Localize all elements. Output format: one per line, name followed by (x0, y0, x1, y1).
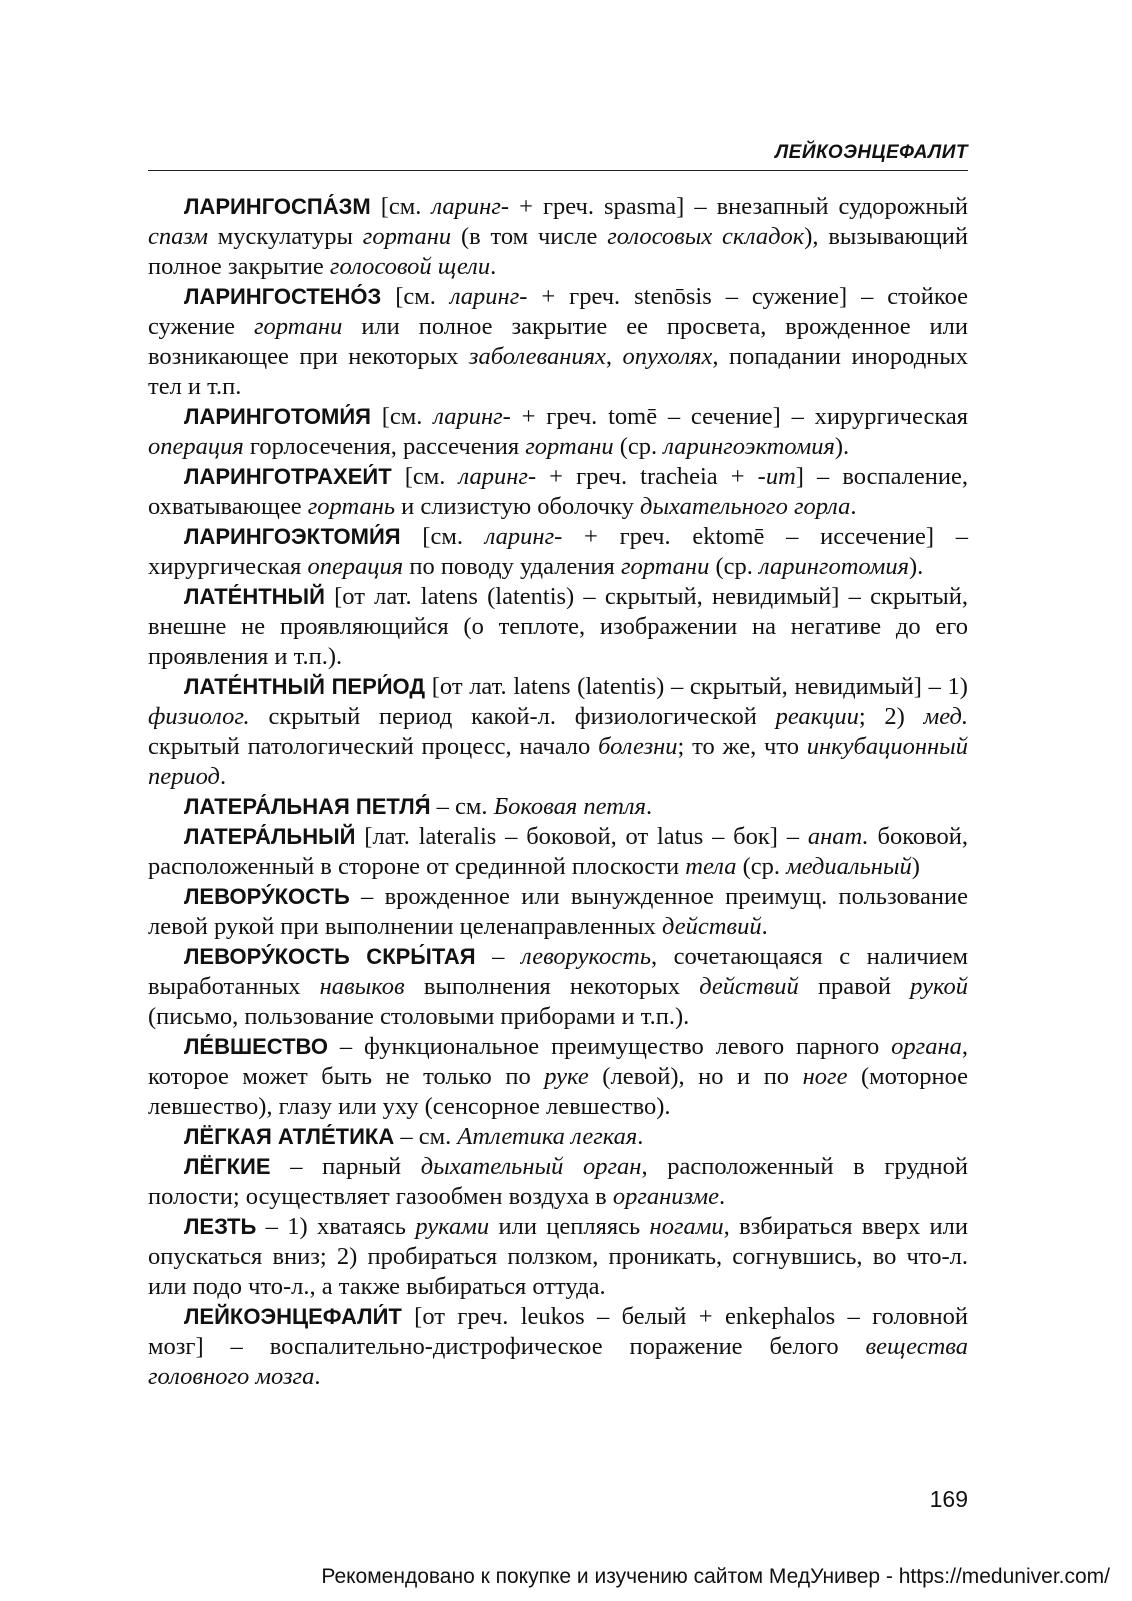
entry-text: (в том числе (451, 223, 608, 250)
dictionary-entry (148, 582, 968, 672)
entry-italic-text: Боковая петля (493, 793, 646, 820)
entry-text: . (850, 493, 857, 520)
dictionary-entry (148, 1032, 968, 1122)
entry-italic-text: ларингоэктомия (663, 433, 835, 460)
running-head-title: ЛЕЙКОЭНЦЕФАЛИТ (775, 142, 968, 163)
entry-italic-text: анат. (807, 823, 869, 850)
entry-headword: ЛЁГКИЕ (184, 1154, 271, 1179)
entry-text: (письмо, пользование столовыми приборами и т.п.). (148, 1003, 690, 1030)
entry-text: [см. (370, 193, 432, 220)
entry-text: . (314, 1363, 321, 1390)
entry-text: (ср. (613, 433, 664, 460)
dictionary-entry (148, 192, 968, 282)
entry-italic-text: ларинг- (449, 283, 528, 310)
entry-italic-text: медиальный (786, 853, 912, 880)
entry-text: – см. (394, 1123, 458, 1150)
entry-headword: ЛАРИНГОСТЕНО́З (184, 284, 382, 309)
entry-headword: ЛАРИНГОТОМИ́Я (184, 404, 371, 429)
entry-italic-text: ларинг- (433, 403, 511, 430)
entry-text: , расположенный в грудной полости; осуществляет газообмен воздуха в (148, 1153, 968, 1210)
entry-headword: ЛЕЗТЬ (184, 1214, 257, 1239)
entry-text: горлосечения, рассечения (243, 433, 526, 460)
entry-text: и слизистую оболочку (395, 493, 641, 520)
entry-italic-text: леворукость (520, 943, 651, 970)
dictionary-entries (148, 192, 968, 1392)
entry-italic-text: болезни (598, 733, 678, 760)
entry-text: – парный (270, 1153, 421, 1180)
entry-headword: ЛЕЙКОЭНЦЕФАЛИ́Т (184, 1304, 402, 1329)
dictionary-entry (148, 462, 968, 522)
dictionary-entry (148, 522, 968, 582)
entry-text: . (637, 1123, 644, 1150)
entry-italic-text: руками (415, 1213, 490, 1240)
entry-text: по поводу удаления (403, 553, 621, 580)
entry-italic-text: спазм (148, 223, 208, 250)
entry-text: мускулатуры (207, 223, 363, 250)
entry-text: ] – воспаление, охватывающее (148, 463, 968, 520)
entry-text: , которое может быть не только по (148, 1033, 968, 1090)
footer-note: Рекомендовано к покупке и изучению сайтом МедУнивер - https://meduniver.com/ (321, 1565, 1110, 1588)
entry-text: (левой), но и по (588, 1063, 803, 1090)
entry-italic-text: навыков (319, 973, 405, 1000)
entry-italic-text: действий (662, 913, 762, 940)
entry-headword: ЛАТЕ́НТНЫЙ (184, 584, 325, 609)
entry-italic-text: ларинг- (431, 193, 510, 220)
entry-italic-text: дыхательного горла (640, 493, 851, 520)
dictionary-entry (148, 1302, 968, 1392)
entry-text: или цепляясь (489, 1213, 650, 1240)
dictionary-entry (148, 822, 968, 882)
entry-italic-text: действий (699, 973, 799, 1000)
entry-text: , (605, 343, 623, 370)
entry-headword: ЛАТЕРА́ЛЬНАЯ ПЕТЛЯ́ (184, 794, 431, 819)
entry-text: [см. (391, 463, 459, 490)
entry-text: – см. (430, 793, 494, 820)
entry-italic-text: гортани (254, 313, 343, 340)
entry-italic-text: заболеваниях (468, 343, 606, 370)
entry-text: + греч. ektomē – иссечение] – хирургическая (148, 523, 968, 580)
entry-text: выполнения некоторых (404, 973, 700, 1000)
entry-italic-text: Атлетика легкая (457, 1123, 638, 1150)
entry-text: – функциональное преимущество левого парного (328, 1033, 892, 1060)
entry-text: – 1) хватаясь (256, 1213, 416, 1240)
entry-text: боковой, расположенный в стороне от срединной плоскости (148, 823, 968, 880)
entry-text: + греч. tracheia + (536, 463, 758, 490)
dictionary-entry (148, 1122, 968, 1152)
dictionary-entry (148, 942, 968, 1032)
entry-text: . (718, 1183, 726, 1210)
entry-headword: ЛАРИНГОТРАХЕИ́Т (184, 464, 392, 489)
entry-italic-text: дыхательный орган (420, 1153, 642, 1180)
entry-italic-text: ларинг- (484, 523, 563, 550)
entry-italic-text: мед. (923, 703, 968, 730)
entry-headword: ЛЕВОРУ́КОСТЬ СКРЫ́ТАЯ (184, 944, 476, 969)
entry-text: , попадании инородных тел и т.п. (148, 343, 969, 400)
entry-text: ). (909, 553, 924, 580)
entry-text: (ср. (736, 853, 787, 880)
entry-text: + греч. stenōsis – сужение] – стойкое сужение (148, 283, 968, 340)
dictionary-entry (148, 882, 968, 942)
entry-italic-text: ноге (802, 1063, 848, 1090)
entry-headword: ЛАРИНГОЭКТОМИ́Я (184, 524, 401, 549)
entry-italic-text: операция (307, 553, 404, 580)
entry-italic-text: ларинготомия (759, 553, 909, 580)
entry-italic-text: рукой (910, 973, 969, 1000)
entry-text: , сочетающаяся с наличием выработанных (148, 943, 969, 1000)
entry-text: правой (798, 973, 911, 1000)
entry-text: . (645, 793, 653, 820)
entry-italic-text: физиолог. (148, 703, 250, 730)
entry-text: или полное закрытие ее просвета, врожденное или возникающее при некоторых (148, 313, 969, 370)
entry-text: – врожденное или вынужденное преимущ. пользование левой рукой при выполнении целенаправленных (148, 883, 968, 940)
entry-text: ), вызывающий полное закрытие (148, 223, 969, 280)
entry-text: – (475, 943, 521, 970)
entry-italic-text: голосовой щели (329, 253, 491, 280)
entry-text: , взбираться вверх или опускаться вниз; 2) пробираться ползком, проникать, согнувшись, во что-л. или подо что-л., а также выбираться оттуда. (148, 1213, 968, 1300)
entry-headword: ЛЕВОРУ́КОСТЬ (184, 884, 350, 909)
dictionary-entry (148, 672, 968, 792)
entry-italic-text: гортани (362, 223, 452, 250)
entry-italic-text: опухолях (622, 343, 713, 370)
entry-italic-text: руке (544, 1063, 589, 1090)
entry-italic-text: организме (612, 1183, 719, 1210)
entry-text: . (219, 763, 227, 790)
entry-text: + греч. spasma] – внезапный судорожный (509, 193, 968, 220)
entry-italic-text: ногами (649, 1213, 724, 1240)
running-head (148, 140, 968, 171)
dictionary-entry (148, 1212, 968, 1302)
entry-text: (моторное левшество), глазу или уху (сенсорное левшество). (148, 1063, 969, 1120)
entry-text: ; то же, что (677, 733, 807, 760)
entry-italic-text: -ит (757, 463, 796, 490)
entry-italic-text: ларинг- (458, 463, 537, 490)
entry-headword: ЛАРИНГОСПА́ЗМ (184, 194, 371, 219)
page-number: 169 (929, 1486, 968, 1512)
entry-italic-text: гортани (525, 433, 614, 460)
entry-italic-text: реакции (775, 703, 859, 730)
entry-italic-text: инкубационный период (148, 733, 968, 790)
entry-italic-text: операция (148, 433, 244, 460)
entry-text: ) (911, 853, 920, 880)
entry-italic-text: тела (685, 853, 737, 880)
entry-text: . (490, 253, 497, 280)
entry-text: [от лат. latens (latentis) – скрытый, невидимый] – скрытый, внешне не проявляющийся (о теплоте, изображении на негативе до его проявления и т.п.). (148, 583, 968, 670)
entry-text: ; 2) (858, 703, 924, 730)
entry-headword: ЛАТЕ́НТНЫЙ ПЕРИ́ОД (184, 674, 426, 699)
entry-text: [см. (370, 403, 434, 430)
dictionary-entry (148, 792, 968, 822)
entry-text: [от греч. leukos – белый + enkephalos – головной мозг] – воспалительно-дистрофическое поражение белого (148, 1303, 968, 1360)
entry-italic-text: голосовых складок (607, 223, 805, 250)
dictionary-entry (148, 1152, 968, 1212)
entry-headword: ЛЕ́ВШЕСТВО (184, 1034, 329, 1059)
entry-headword: ЛЁГКАЯ АТЛЕ́ТИКА (184, 1124, 395, 1149)
entry-text: + греч. tomē – сечение] – хирургическая (510, 403, 968, 430)
entry-text: скрытый патологический процесс, начало (148, 733, 599, 760)
entry-text: [см. (400, 523, 485, 550)
entry-text: [лат. lateralis – боковой, от latus – бок] – (355, 823, 808, 850)
entry-text: . (761, 913, 768, 940)
entry-italic-text: органа (891, 1033, 962, 1060)
entry-text: ). (834, 433, 850, 460)
entry-text: [от лат. latens (latentis) – скрытый, невидимый] – 1) (425, 673, 968, 700)
entry-headword: ЛАТЕРА́ЛЬНЫЙ (184, 824, 356, 849)
entry-text: [см. (381, 283, 450, 310)
entry-italic-text: гортани (620, 553, 710, 580)
entry-italic-text: вещества головного мозга (148, 1333, 968, 1390)
entry-text: скрытый период какой-л. физиологической (249, 703, 776, 730)
entry-text: (ср. (709, 553, 760, 580)
entry-italic-text: гортань (307, 493, 395, 520)
dictionary-entry (148, 402, 968, 462)
dictionary-entry (148, 282, 968, 402)
